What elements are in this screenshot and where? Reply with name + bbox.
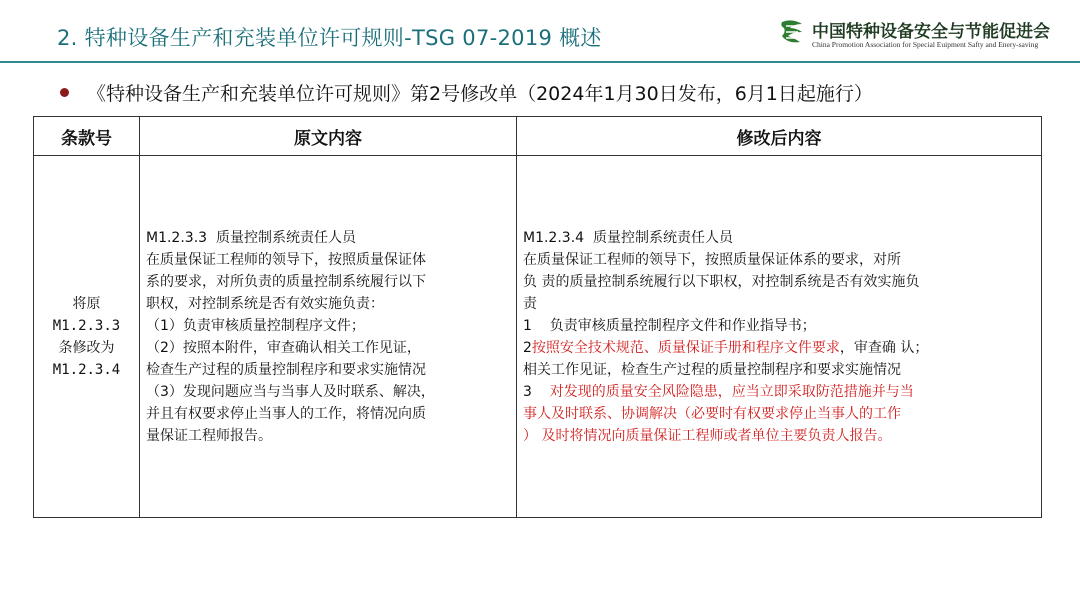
original-line: 量保证工程师报告。	[146, 427, 272, 444]
modified-line	[523, 381, 1035, 403]
slide-header	[0, 0, 1080, 62]
highlighted-amendment: ） 及时将情况向质量保证工程师或者单位主要负责人报告。	[523, 427, 892, 444]
item-number: 3	[523, 383, 550, 400]
modified-text: ，审查确 认；	[839, 339, 929, 356]
modified-line	[523, 337, 1035, 359]
table-header-row	[34, 117, 1042, 156]
bullet-text: 《特种设备生产和充装单位许可规则》第2号修改单（2024年1月30日发布，6月1日起施行）	[87, 83, 873, 105]
clause-line: 将原	[72, 295, 101, 312]
highlighted-amendment: 按照安全技术规范、质量保证手册和程序文件要求	[531, 339, 840, 356]
bullet-heading	[60, 79, 873, 106]
original-text-cell	[140, 156, 517, 518]
modified-line: 负 责的质量控制系统履行以下职权，对控制系统是否有效实施负	[523, 273, 920, 290]
logo-english-name: China Promotion Association for Special Euipment Safty and Enery-saving	[812, 40, 1039, 49]
amendment-table	[33, 116, 1042, 518]
original-line: 职权，对控制系统是否有效实施负责：	[146, 295, 384, 312]
original-line: （2）按照本附件，审查确认相关工作见证，	[146, 339, 421, 356]
bullet-dot-icon	[60, 88, 69, 97]
item-number: 2	[523, 339, 532, 356]
modified-line: 相关工作见证，检查生产过程的质量控制程序和要求实施情况	[523, 361, 901, 378]
original-line: 并且有权要求停止当事人的工作，将情况向质	[146, 405, 426, 422]
clause-cell	[34, 156, 140, 518]
original-line: 检查生产过程的质量控制程序和要求实施情况	[146, 361, 426, 378]
original-line: 在质量保证工程师的领导下，按照质量保证体	[146, 251, 426, 268]
original-line: （1）负责审核质量控制程序文件；	[146, 317, 365, 334]
header-clause: 条款号	[34, 117, 140, 156]
header-modified: 修改后内容	[517, 117, 1042, 156]
header-divider	[0, 61, 1080, 63]
clause-line: M1.2.3.4	[52, 361, 121, 378]
clause-line: M1.2.3.3	[52, 317, 121, 334]
association-logo	[776, 14, 1076, 54]
highlighted-amendment: 事人及时联系、协调解决（必要时有权要求停止当事人的工作	[523, 405, 901, 422]
highlighted-amendment: 对发现的质量安全风险隐患，应当立即采取防范措施并与当	[549, 383, 914, 400]
modified-line: 在质量保证工程师的领导下，按照质量保证体系的要求，对所	[523, 251, 901, 268]
table-row	[34, 156, 1042, 518]
header-original: 原文内容	[140, 117, 517, 156]
clause-line: 条修改为	[58, 339, 115, 356]
modified-text-cell	[517, 156, 1042, 518]
original-line: M1.2.3.3 质量控制系统责任人员	[146, 229, 356, 246]
original-line: 系的要求，对所负责的质量控制系统履行以下	[146, 273, 426, 290]
slide-title: 2. 特种设备生产和充装单位许可规则-TSG 07-2019 概述	[57, 26, 602, 50]
modified-line: M1.2.3.4 质量控制系统责任人员	[523, 229, 733, 246]
modified-line: 1 负责审核质量控制程序文件和作业指导书；	[523, 317, 816, 334]
modified-line: 责	[523, 295, 537, 312]
original-line: （3）发现问题应当与当事人及时联系、解决，	[146, 383, 435, 400]
logo-chinese-name: 中国特种设备安全与节能促进会	[812, 22, 1050, 42]
cpase-logo-icon	[776, 16, 808, 48]
